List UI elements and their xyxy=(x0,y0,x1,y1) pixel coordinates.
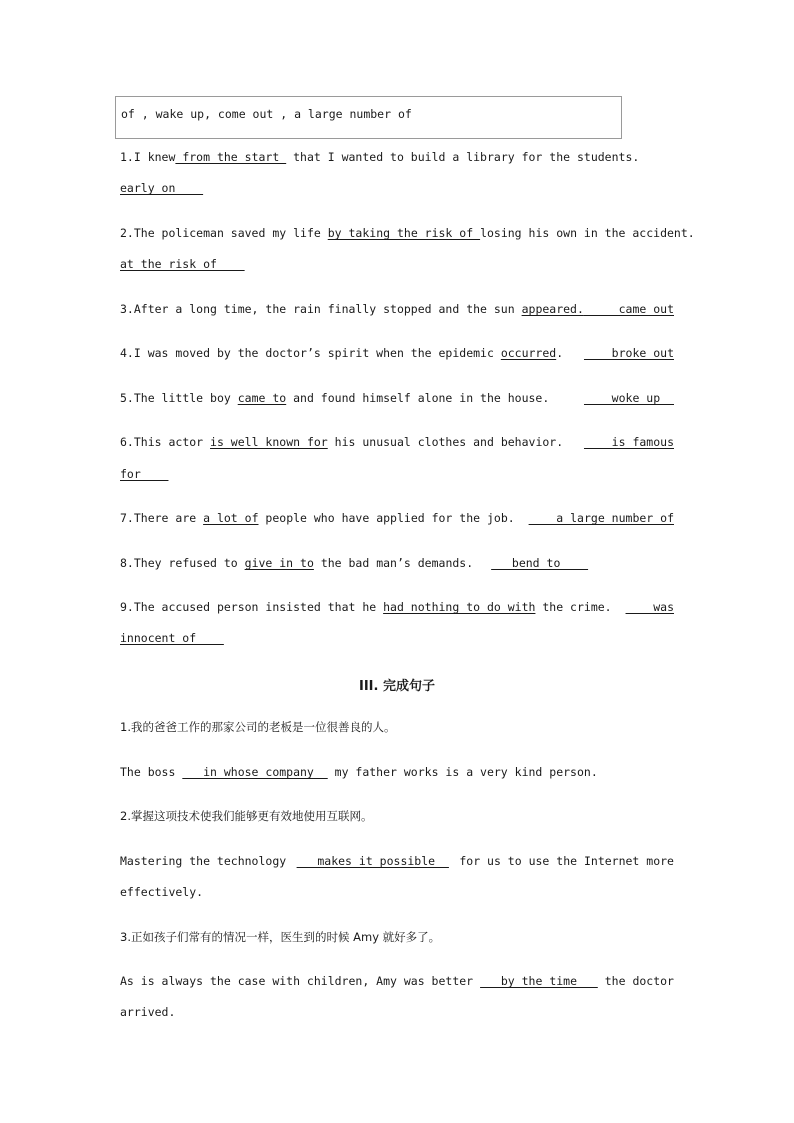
word-bank-box xyxy=(115,96,622,139)
answer-text: woke up xyxy=(583,391,674,405)
answer-6-continued xyxy=(120,467,674,481)
question-9: 9.The accused person insisted that he had nothing to do with the crime. was xyxy=(120,600,674,614)
answer-9-continued xyxy=(120,631,674,645)
answer-text: is famous xyxy=(583,435,674,449)
word-bank-text: of , wake up, come out , a large number of xyxy=(121,107,412,121)
question-5: 5.The little boy came to and found himself alone in the house. woke up xyxy=(120,391,674,405)
underlined-phrase: from the start xyxy=(175,150,287,164)
question-7: 7.There are a lot of people who have applied for the job. a large number of xyxy=(120,511,674,525)
sentence-2-english: Mastering the technology makes it possible for us to use the Internet more xyxy=(120,854,674,868)
question-2: 2.The policeman saved my life by taking the risk of losing his own in the accident. xyxy=(120,226,695,240)
sentence-1-chinese: 1.我的爸爸工作的那家公司的老板是一位很善良的人。 xyxy=(120,720,396,734)
question-8: 8.They refused to give in to the bad man’s demands. bend to xyxy=(120,556,589,570)
section-heading: III. 完成句子 xyxy=(359,679,435,694)
sentence-3-continued: arrived. xyxy=(120,1005,176,1019)
answer-text: broke out xyxy=(583,346,674,360)
underlined-phrase: is well known for xyxy=(210,435,328,449)
question-1: 1.I knew from the start that I wanted to build a library for the students. xyxy=(120,150,640,164)
sentence-3-chinese: 3.正如孩子们常有的情况一样，医生到的时候 Amy 就好多了。 xyxy=(120,930,441,944)
answer-text: at the risk of xyxy=(120,257,245,271)
sentence-2-chinese: 2.掌握这项技术使我们能够更有效地使用互联网。 xyxy=(120,809,373,823)
sentence-1-english: The boss in whose company my father works is a very kind person. xyxy=(120,765,598,779)
question-6: 6.This actor is well known for his unusual clothes and behavior. is famous xyxy=(120,435,674,449)
answer-1 xyxy=(120,181,674,195)
answer-text: in whose company xyxy=(182,765,328,779)
underlined-phrase: a lot of xyxy=(203,511,259,525)
answer-text: innocent of xyxy=(120,631,224,645)
answer-text: makes it possible xyxy=(296,854,449,868)
question-3: 3.After a long time, the rain finally stopped and the sun appeared. came out xyxy=(120,302,674,316)
sentence-3-english: As is always the case with children, Amy was better by the time the doctor xyxy=(120,974,674,988)
answer-text: came out xyxy=(583,302,674,316)
underlined-phrase: came to xyxy=(237,391,287,405)
answer-text: bend to xyxy=(491,556,589,570)
answer-text: a large number of xyxy=(528,511,674,525)
question-4: 4.I was moved by the doctor’s spirit when the epidemic occurred. broke out xyxy=(120,346,674,360)
answer-2 xyxy=(120,257,674,271)
underlined-phrase: give in to xyxy=(244,556,314,570)
answer-text: by the time xyxy=(480,974,598,988)
answer-text: for xyxy=(120,467,169,481)
sentence-2-continued: effectively. xyxy=(120,885,204,899)
underlined-phrase: had nothing to do with xyxy=(383,600,536,614)
underlined-phrase: appeared. xyxy=(521,302,584,316)
underlined-phrase: occurred xyxy=(500,346,557,360)
answer-text: was xyxy=(625,600,674,614)
underlined-phrase: by taking the risk of xyxy=(327,226,481,240)
answer-text: early on xyxy=(120,181,204,195)
